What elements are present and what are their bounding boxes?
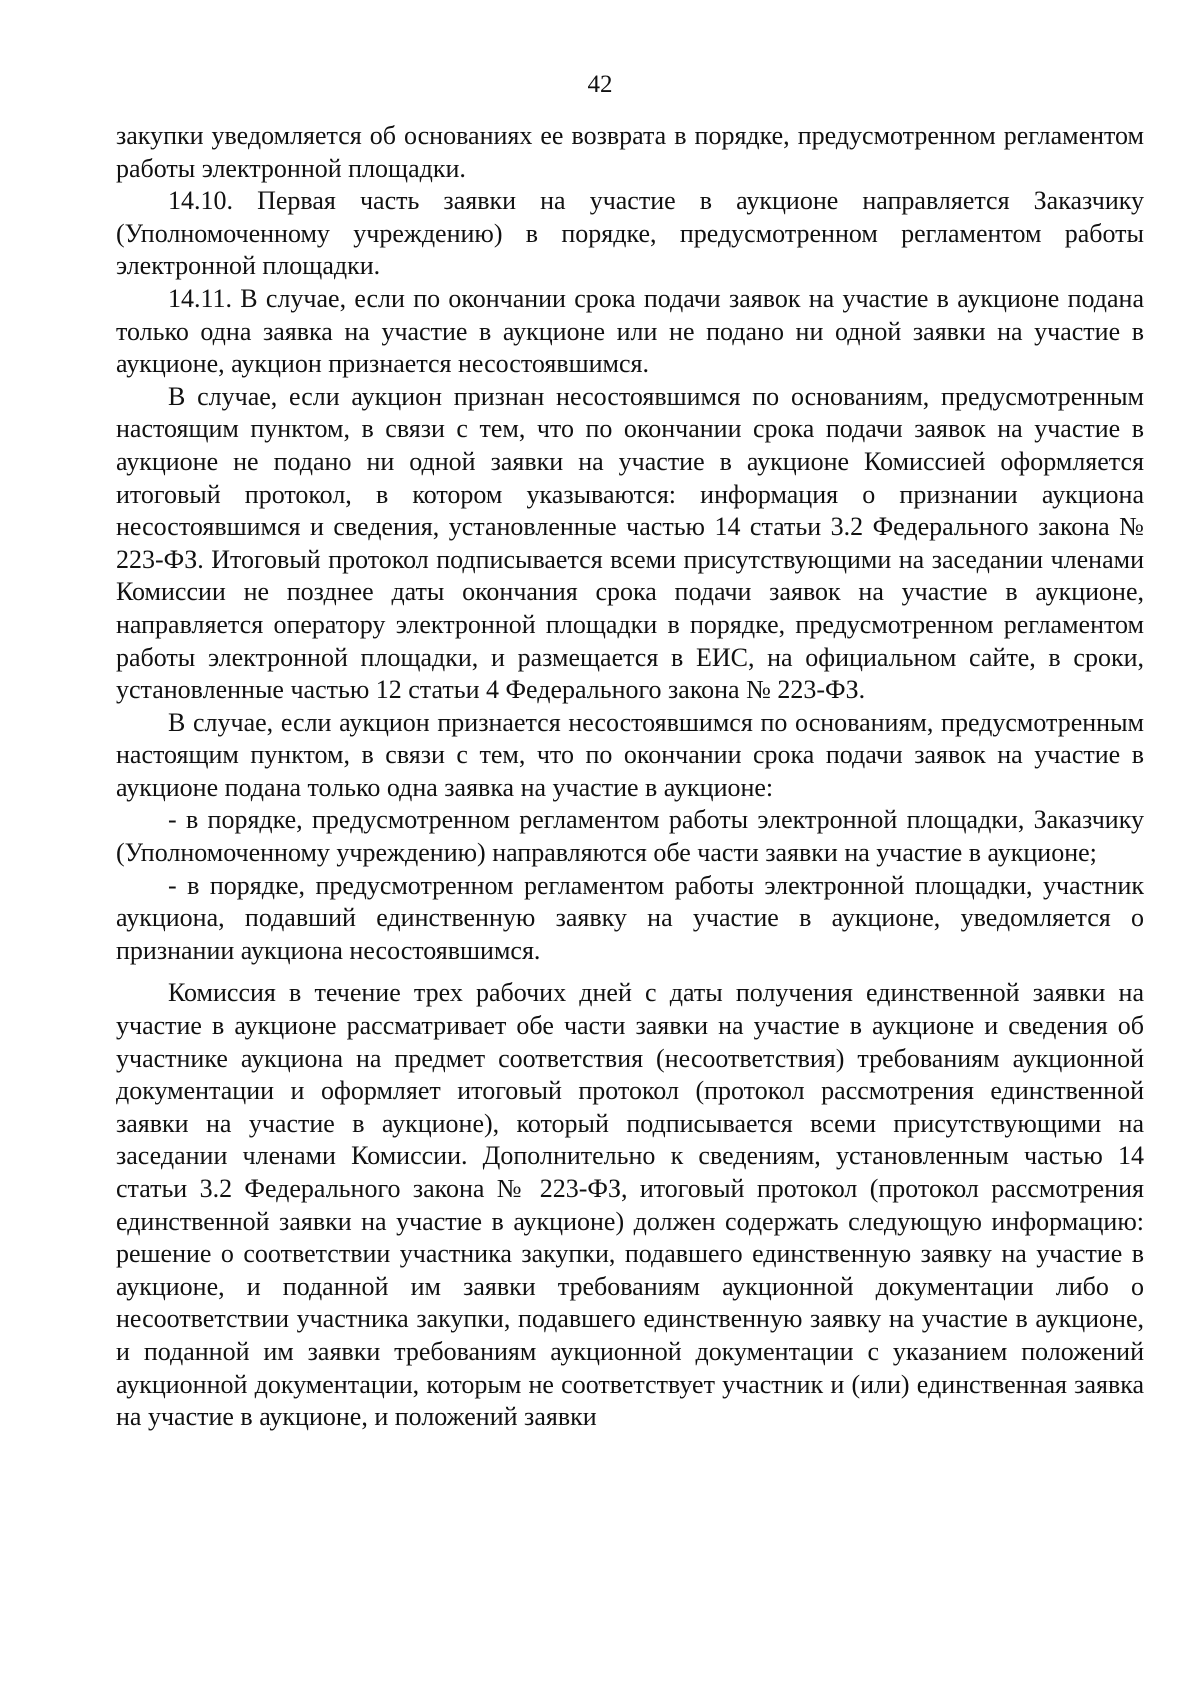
- paragraph-commission-review: Комиссия в течение трех рабочих дней с даты получения единственной заявки на участие в аукционе рассматривает обе части заявки на участие в аукционе и сведения об участнике аукциона на предмет соответствия (несоответствия) требованиям аукционной документации и оформляет итоговый протокол (протокол рассмотрения единственной заявки на участие в аукционе), который подписывается всеми присутствующими на заседании членами Комиссии. Дополнительно к сведениям, установленным частью 14 статьи 3.2 Федерального закона № 223-ФЗ, итоговый протокол (протокол рассмотрения единственной заявки на участие в аукционе) должен содержать следующую информацию: решение о соответствии участника закупки, подавшего единственную заявку на участие в аукционе, и поданной им заявки требованиям аукционной документации либо о несоответствии участника закупки, подавшего единственную заявку на участие в аукционе, и поданной им заявки требованиям аукционной документации с указанием положений аукционной документации, которым не соответствует участник и (или) единственная заявка на участие в аукционе, и положений заявки: [116, 978, 1144, 1432]
- paragraph-continuation: закупки уведомляется об основаниях ее возврата в порядке, предусмотренном регламентом работы электронной площадки.: [116, 121, 1144, 183]
- document-body: [116, 120, 1144, 1434]
- page-number: 42: [587, 71, 613, 98]
- paragraph-single-bid: В случае, если аукцион признается несостоявшимся по основаниям, предусмотренным настоящим пунктом, в связи с тем, что по окончании срока подачи заявок на участие в аукционе подана только одна заявка на участие в аукционе:: [116, 707, 1144, 802]
- list-item-both-parts: - в порядке, предусмотренном регламентом работы электронной площадки, Заказчику (Уполномоченному учреждению) направляются обе части заявки на участие в аукционе;: [116, 805, 1144, 868]
- list-item-notification: - в порядке, предусмотренном регламентом работы электронной площадки, участник аукциона, подавший единственную заявку на участие в аукционе, уведомляется о признании аукциона несостоявшимся.: [116, 870, 1144, 965]
- paragraph-14-11: 14.11. В случае, если по окончании срока подачи заявок на участие в аукционе подана только одна заявка на участие в аукционе или не подано ни одной заявки на участие в аукционе, аукцион признается несостоявшимся.: [116, 283, 1144, 379]
- paragraph-14-10: 14.10. Первая часть заявки на участие в аукционе направляется Заказчику (Уполномоченному учреждению) в порядке, предусмотренном регламентом работы электронной площадки.: [116, 186, 1144, 281]
- paragraph-no-bids: В случае, если аукцион признан несостоявшимся по основаниям, предусмотренным настоящим пунктом, в связи с тем, что по окончании срока подачи заявок на участие в аукционе не подано ни одной заявки на участие в аукционе Комиссией оформляется итоговый протокол, в котором указываются: информация о признании аукциона несостоявшимся и сведения, установленные частью 14 статьи 3.2 Федерального закона № 223-ФЗ. Итоговый протокол подписывается всеми присутствующими на заседании членами Комиссии не позднее даты окончания срока подачи заявок на участие в аукционе, направляется оператору электронной площадки в порядке, предусмотренном регламентом работы электронной площадки, и размещается в ЕИС, на официальном сайте, в сроки, установленные частью 12 статьи 4 Федерального закона № 223-ФЗ.: [116, 381, 1144, 705]
